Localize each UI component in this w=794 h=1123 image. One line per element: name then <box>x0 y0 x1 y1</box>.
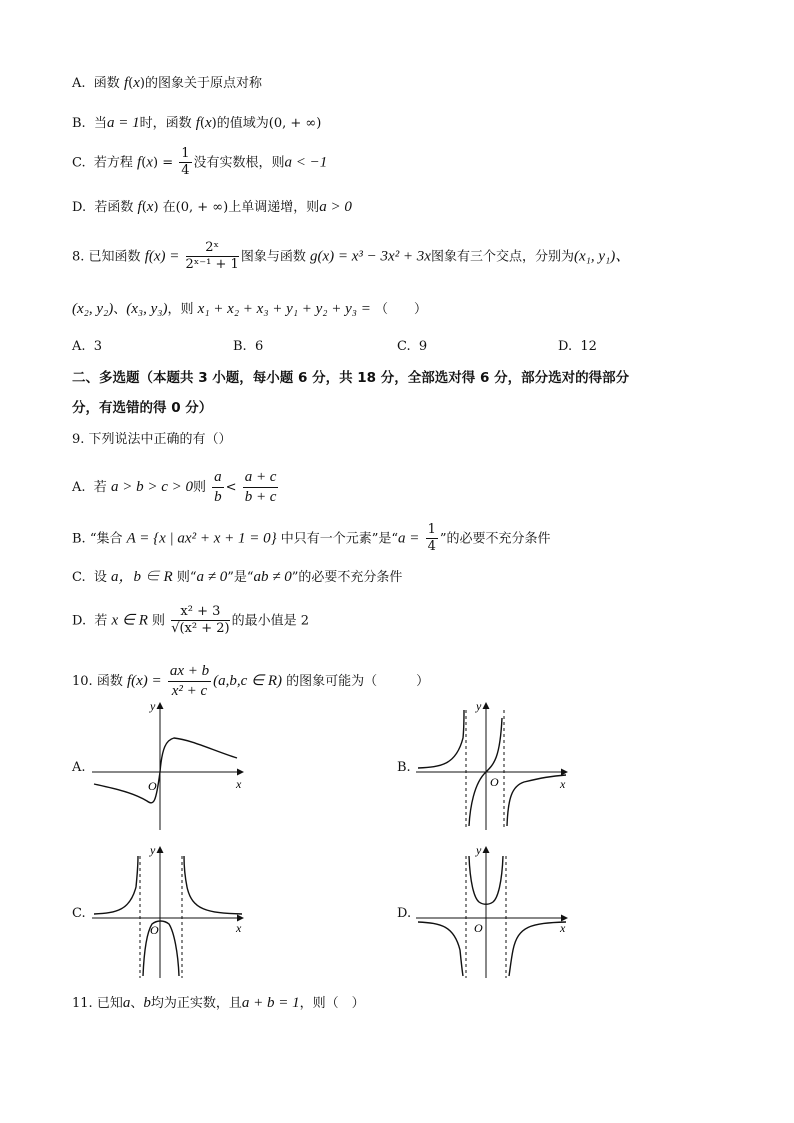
graph-b-x-label: x <box>560 777 566 791</box>
fraction-one-quarter: $\frac{1}{4}$ <box>181 146 190 179</box>
graph-a-label: A. <box>72 760 86 775</box>
option-7d: D. 若函数 f(x) 在(0, + ∞)上单调递增，则a > 0 <box>72 199 352 215</box>
question-10-stem: 10. 函数 f(x) = $\frac{ax + b}{\text{x² + c}}$ (a,b,c ∈ R) 的图象可能为（ ） <box>72 663 430 699</box>
graph-a-y-label: y <box>150 699 156 713</box>
graph-c <box>92 842 252 982</box>
graph-d-origin: O <box>474 921 483 935</box>
graph-d-curve-left <box>418 922 463 976</box>
graph-c-x-label: x <box>236 921 242 935</box>
graph-c-y-label: y <box>150 843 156 857</box>
graph-d-x-label: x <box>560 921 566 935</box>
option-9c: C. 设 a，b ∈ R 则“a ≠ 0”是“ab ≠ 0”的必要不充分条件 <box>72 569 403 585</box>
question-8-line1: 8. 已知函数 f(x) = $\frac{\text{2ˣ}}{\text{2ˣ⁻¹ + 1}}$ 图象与函数 g(x) = x³ − 3x² + 3x图象有三个交点，分别为(x₁, y₁)、 <box>72 240 631 273</box>
fraction-min-expression: $\frac{\text{x² + 3}}{\text{√(x² + 2)}}$ <box>171 604 230 637</box>
fraction-ac-over-bc: $\frac{a + c}{b + c}$ <box>244 469 277 505</box>
option-7a: A. 函数 f(x)的图象关于原点对称 <box>72 75 262 91</box>
choice-8c: C. 9 <box>397 339 428 354</box>
graph-d-y-label: y <box>476 843 482 857</box>
fraction-one-quarter-b: $\frac{1}{4}$ <box>427 522 436 555</box>
graph-a-origin: O <box>148 779 157 793</box>
question-11-stem: 11. 已知a、b均为正实数，且a + b = 1，则（ ） <box>72 995 365 1011</box>
graph-b-label: B. <box>397 760 411 775</box>
section-2-heading-line2: 分，有选错的得 0 分） <box>72 400 213 416</box>
option-9d: D. 若 x ∈ R 则 $\frac{\text{x² + 3}}{\text{√(x² + 2)}}$ 的最小值是 2 <box>72 604 310 637</box>
fraction-f: $\frac{\text{2ˣ}}{\text{2ˣ⁻¹ + 1}}$ <box>185 240 239 273</box>
option-7b: B. 当a = 1时，函数 f(x)的值域为(0, + ∞) <box>72 115 322 131</box>
graph-d <box>416 842 576 982</box>
option-9a: A. 若 a > b > c > 0则 $\frac{a}{b}$ < $\frac{a + c}{b + c}$ <box>72 469 277 505</box>
graph-b-y-label: y <box>476 699 482 713</box>
question-9-stem: 9. 下列说法中正确的有（） <box>72 432 232 447</box>
option-7c: C. 若方程 f(x) = $\frac{1}{4}$ 没有实数根，则a < −1 <box>72 146 328 179</box>
question-8-line2: (x₂, y₂)、(x₃, y₃)，则 x₁ + x₂ + x₃ + y₁ + y₂ + y₃ = （ ） <box>72 301 428 317</box>
choice-8d: D. 12 <box>558 339 597 354</box>
graph-a <box>92 698 252 833</box>
graph-b-curve-right <box>507 775 566 826</box>
graph-c-curve-right <box>184 856 242 914</box>
graph-c-curve-mid <box>143 921 179 976</box>
graph-b-origin: O <box>490 775 499 789</box>
section-2-heading-line1: 二、多选题（本题共 3 小题，每小题 6 分，共 18 分，全部选对得 6 分，部分选对的得部分 <box>72 370 630 386</box>
graph-c-label: C. <box>72 906 86 921</box>
graph-d-label: D. <box>397 906 412 921</box>
graph-b-curve-left <box>418 710 464 768</box>
graph-b <box>416 698 576 833</box>
graph-c-curve-left <box>94 856 138 914</box>
graph-d-curve-right <box>509 922 566 976</box>
option-9b: B. “集合 A = {x | ax² + x + 1 = 0} 中只有一个元素”是“a = $\frac{1}{4}$ ”的必要不充分条件 <box>72 522 551 555</box>
fraction-q10: $\frac{ax + b}{\text{x² + c}}$ <box>169 663 210 699</box>
graph-a-curve <box>94 738 237 803</box>
fraction-a-over-b: $\frac{a}{b}$ <box>214 469 222 505</box>
graph-a-x-label: x <box>236 777 242 791</box>
graph-c-origin: O <box>150 923 159 937</box>
choice-8a: A. 3 <box>72 339 103 354</box>
choice-8b: B. 6 <box>233 339 264 354</box>
